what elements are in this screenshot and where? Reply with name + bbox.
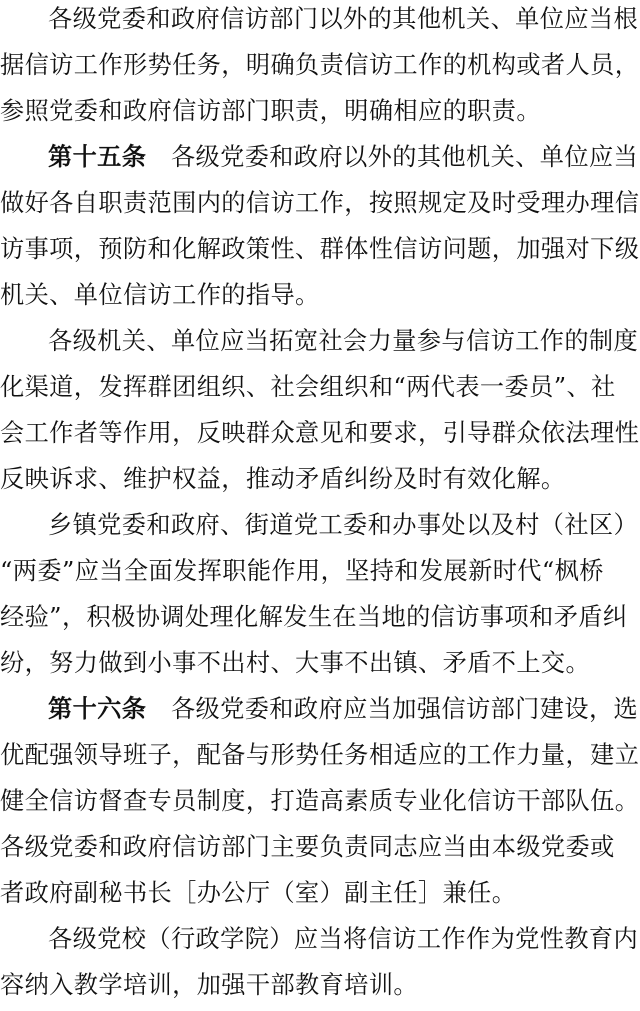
text-line: 据信访工作形势任务，明确负责信访工作的机构或者人员， bbox=[0, 51, 640, 79]
text-line: 各级党委和政府信访部门主要负责同志应当由本级党委或 bbox=[0, 833, 615, 861]
text-line: 优配强领导班子，配备与形势任务相适应的工作力量，建立 bbox=[0, 741, 640, 769]
text-line: 容纳入教学培训，加强干部教育培训。 bbox=[0, 971, 418, 999]
text-line: 各级党校（行政学院）应当将信访工作作为党性教育内 bbox=[48, 925, 639, 953]
article-number: 第十五条 bbox=[48, 142, 147, 171]
text-line: 访事项，预防和化解政策性、群体性信访问题，加强对下级 bbox=[0, 235, 640, 263]
text-line: “两委”应当全面发挥职能作用，坚持和发展新时代“枫桥 bbox=[0, 557, 604, 585]
text-line: 者政府副秘书长［办公厅（室）副主任］兼任。 bbox=[0, 879, 517, 907]
text-line: 第十五条 各级党委和政府以外的其他机关、单位应当 bbox=[48, 142, 639, 171]
text-line: 各级党委和政府信访部门以外的其他机关、单位应当根 bbox=[48, 5, 639, 33]
text-line: 乡镇党委和政府、街道党工委和办事处以及村（社区） bbox=[48, 511, 639, 539]
text-line: 各级机关、单位应当拓宽社会力量参与信访工作的制度 bbox=[48, 327, 639, 355]
text-line: 做好各自职责范围内的信访工作，按照规定及时受理办理信 bbox=[0, 189, 640, 217]
text-line: 健全信访督查专员制度，打造高素质专业化信访干部队伍。 bbox=[0, 787, 640, 815]
text-line: 化渠道，发挥群团组织、社会组织和“两代表一委员”、社 bbox=[0, 373, 616, 401]
text-line: 纷，努力做到小事不出村、大事不出镇、矛盾不上交。 bbox=[0, 649, 591, 677]
text-line: 会工作者等作用，反映群众意见和要求，引导群众依法理性 bbox=[0, 419, 640, 447]
article-number: 第十六条 bbox=[48, 694, 147, 723]
text-line: 经验”，积极协调处理化解发生在当地的信访事项和矛盾纠 bbox=[0, 603, 628, 631]
text-line: 反映诉求、维护权益，推动矛盾纠纷及时有效化解。 bbox=[0, 465, 566, 493]
text-line: 第十六条 各级党委和政府应当加强信访部门建设，选 bbox=[48, 694, 639, 723]
text-line: 机关、单位信访工作的指导。 bbox=[0, 281, 320, 309]
text-line: 参照党委和政府信访部门职责，明确相应的职责。 bbox=[0, 97, 541, 125]
